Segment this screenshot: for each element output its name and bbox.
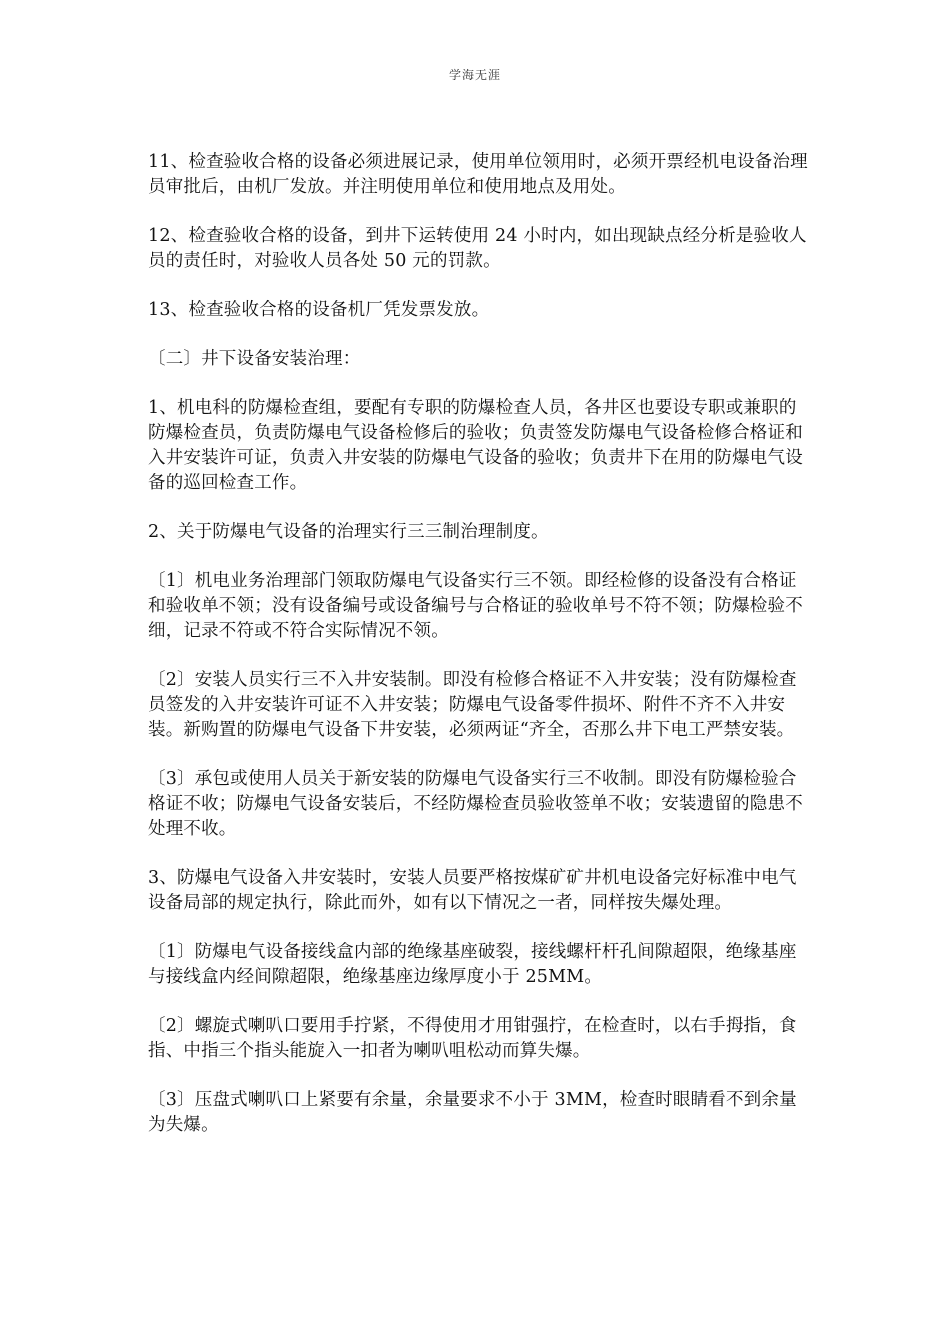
- paragraph-item-2: 2、关于防爆电气设备的治理实行三三制治理制度。: [148, 522, 549, 542]
- section-heading-underground-installation: 〔二〕井下设备安装治理：: [148, 349, 361, 369]
- paragraph-item-11: 11、检查验收合格的设备必须进展记录，使用单位领用时，必须开票经机电设备治理员审批后，由机厂发放。并注明使用单位和使用地点及用处。: [148, 152, 808, 197]
- paragraph-subitem-3-1: 〔1〕防爆电气设备接线盒内部的绝缘基座破裂，接线螺杆杆孔间隙超限，绝缘基座与接线盒内经间隙超限，绝缘基座边缘厚度小于 25MM。: [148, 942, 797, 987]
- paragraph-subitem-2: 〔2〕安装人员实行三不入井安装制。即没有检修合格证不入井安装；没有防爆检查员签发的入井安装许可证不入井安装；防爆电气设备零件损坏、附件不齐不入井安装。新购置的防爆电气设备下井安装，必须两证“齐全，否那么井下电工严禁安装。: [148, 670, 797, 740]
- paragraph-item-13: 13、检查验收合格的设备机厂凭发票发放。: [148, 300, 490, 320]
- paragraph-subitem-3-3: 〔3〕压盘式喇叭口上紧要有余量，余量要求不小于 3MM，检查时眼睛看不到余量为失爆。: [148, 1090, 797, 1135]
- document-body: [148, 150, 808, 1162]
- paragraph-item-1: 1、机电科的防爆检查组，要配有专职的防爆检查人员，各井区也要设专职或兼职的防爆检查员，负责防爆电气设备检修后的验收；负责签发防爆电气设备检修合格证和入井安装许可证，负责入井安装的防爆电气设备的验收；负责井下在用的防爆电气设备的巡回检查工作。: [148, 398, 803, 493]
- paragraph-item-12: 12、检查验收合格的设备，到井下运转使用 24 小时内，如出现缺点经分析是验收人员的责任时，对验收人员各处 50 元的罚款。: [148, 226, 807, 271]
- paragraph-subitem-3-2: 〔2〕螺旋式喇叭口要用手拧紧，不得使用才用钳强拧，在检查时，以右手拇指，食指、中指三个指头能旋入一扣者为喇叭咀松动而算失爆。: [148, 1016, 797, 1061]
- page-header: 学海无涯: [448, 68, 501, 82]
- paragraph-subitem-1: 〔1〕机电业务治理部门领取防爆电气设备实行三不领。即经检修的设备没有合格证和验收单不领；没有设备编号或设备编号与合格证的验收单号不符不领；防爆检验不细，记录不符或不符合实际情况不领。: [148, 571, 803, 641]
- paragraph-subitem-3: 〔3〕承包或使用人员关于新安装的防爆电气设备实行三不收制。即没有防爆检验合格证不收；防爆电气设备安装后，不经防爆检查员验收签单不收；安装遗留的隐患不处理不收。: [148, 769, 803, 839]
- paragraph-item-3: 3、防爆电气设备入井安装时，安装人员要严格按煤矿矿井机电设备完好标准中电气设备局部的规定执行，除此而外，如有以下情况之一者，同样按失爆处理。: [148, 868, 797, 913]
